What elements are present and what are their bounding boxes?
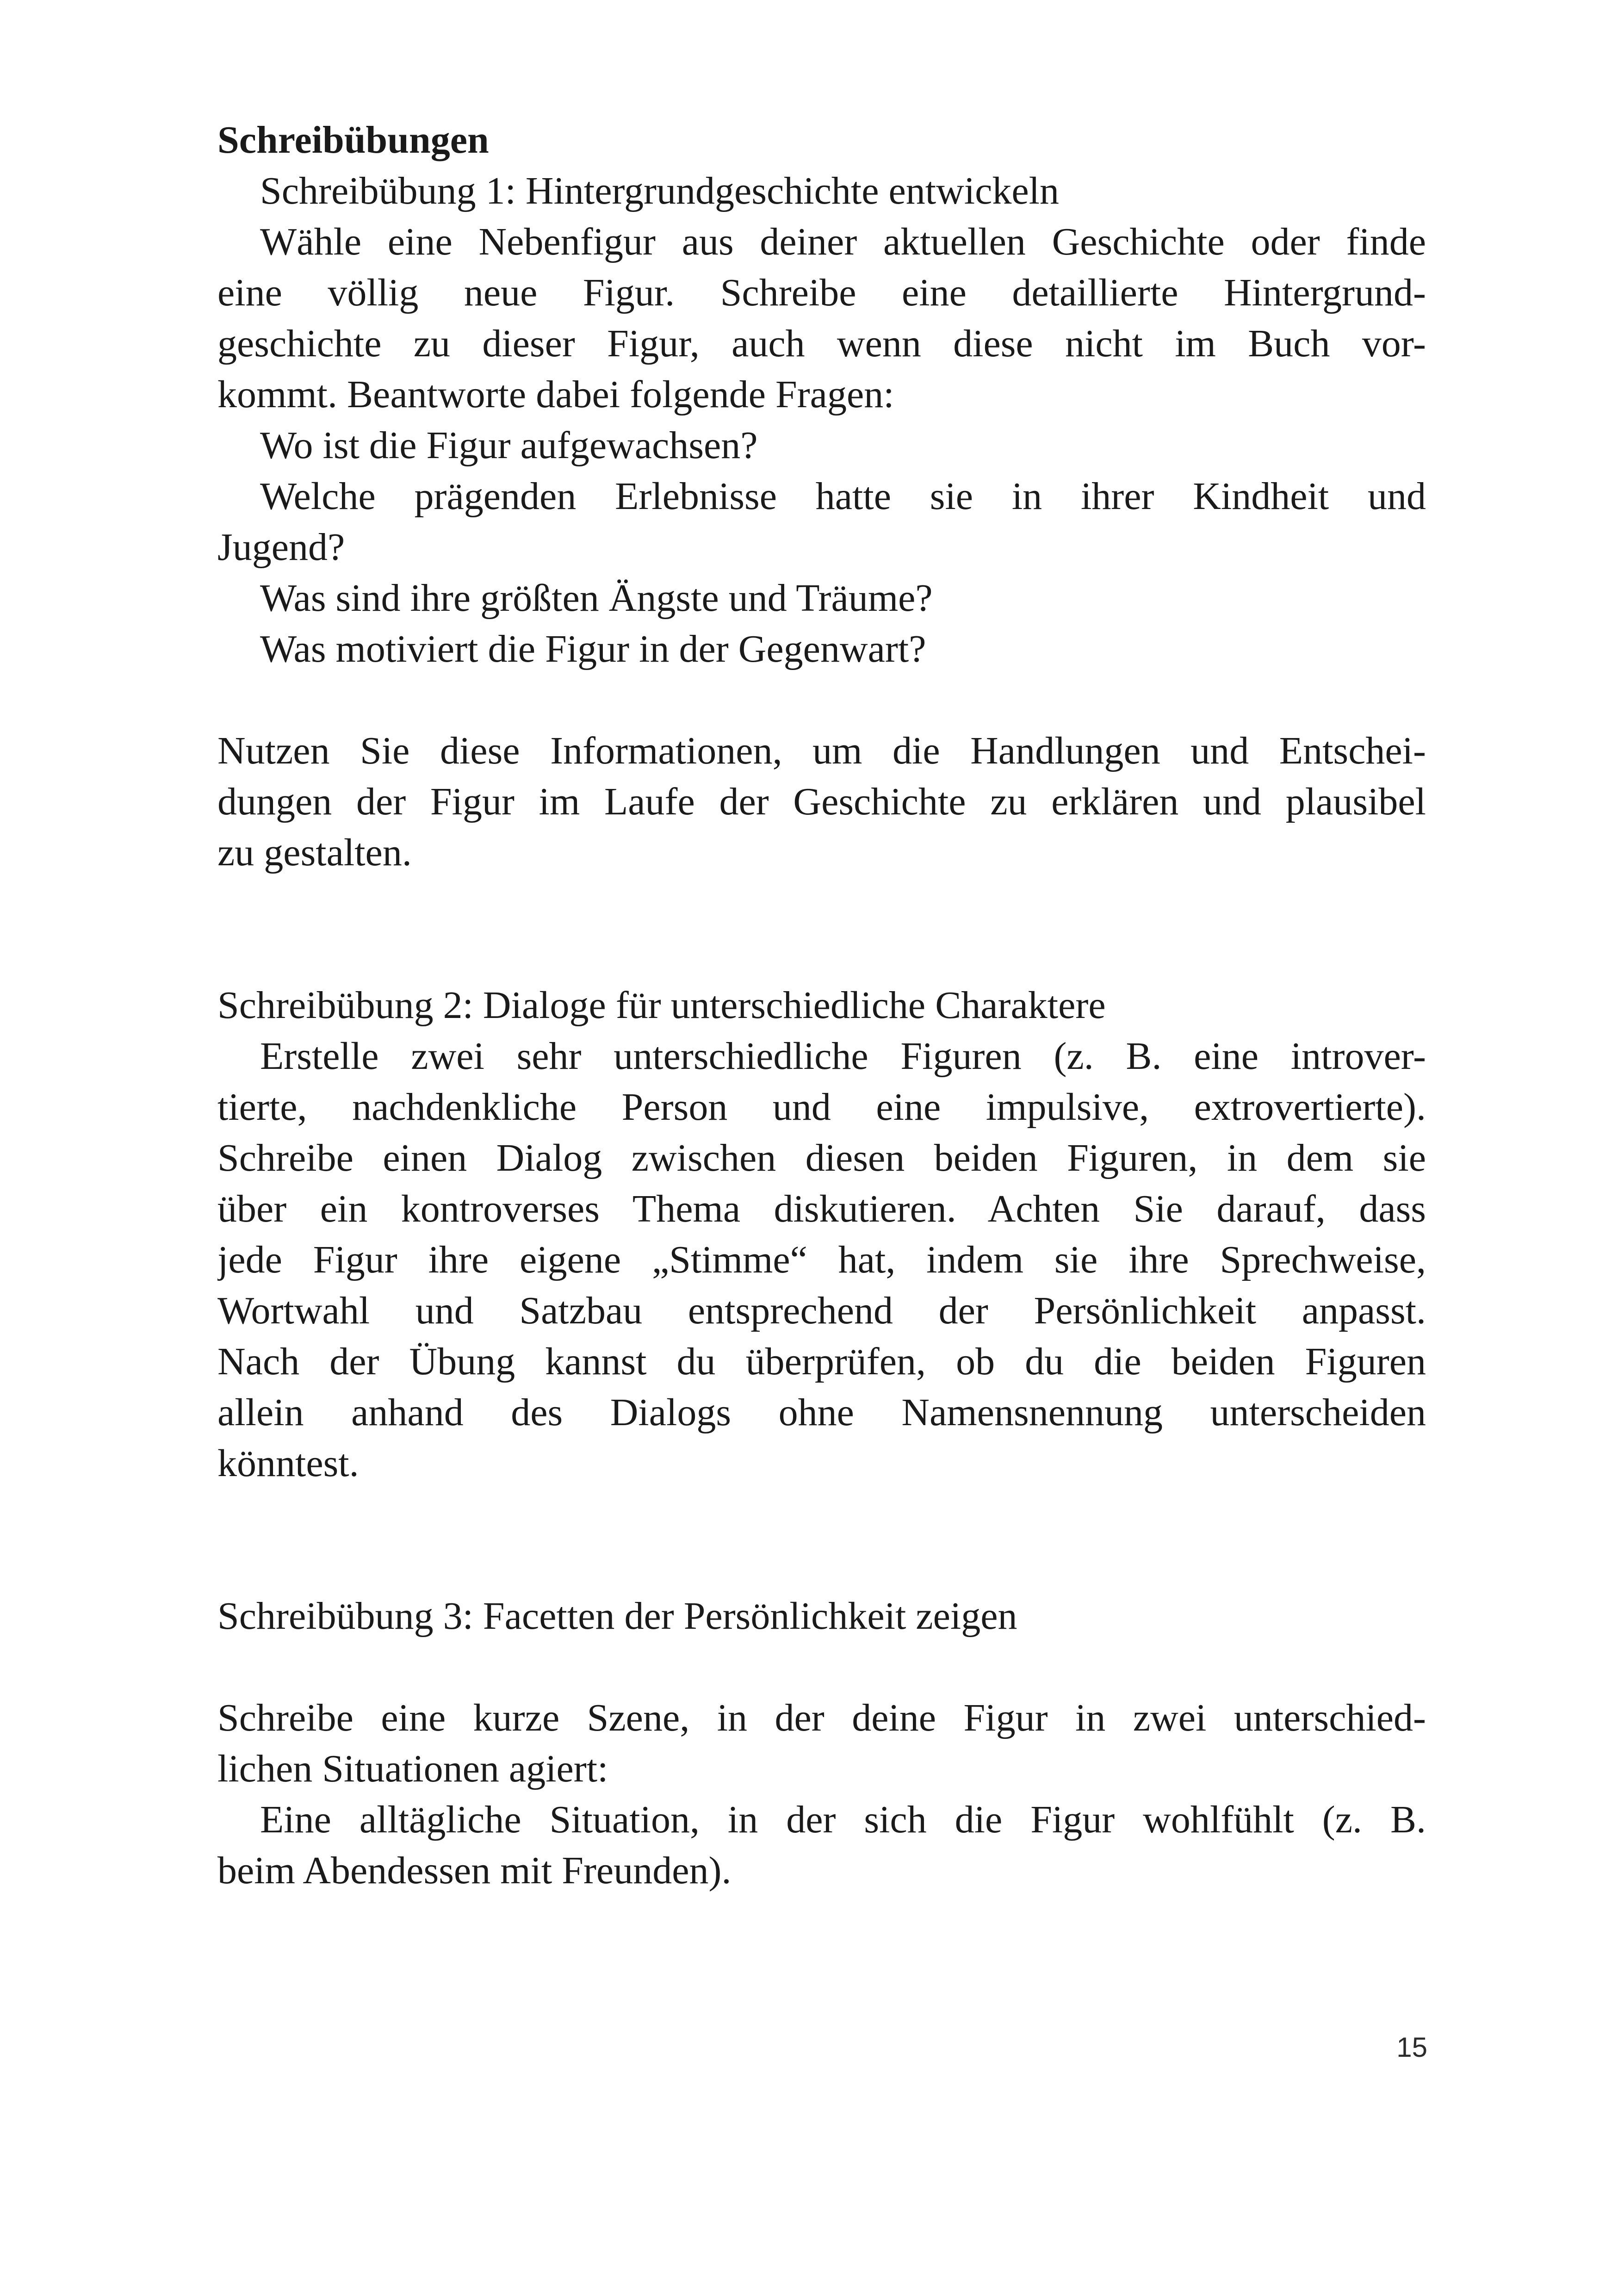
exercise-1-question-4 [217, 624, 1426, 675]
text-line: Jugend? [217, 526, 345, 569]
text-line: allein anhand des Dialogs ohne Namensnennung unterscheiden [217, 1391, 1426, 1434]
section-heading [217, 115, 1426, 166]
exercise-1-question-2 [217, 471, 1426, 573]
exercise-1-question-1 [217, 420, 1426, 471]
text-line: tierte, nachdenkliche Person und eine impulsive, extrovertierte). [217, 1086, 1426, 1129]
text-line: Erstelle zwei sehr unterschiedliche Figuren (z. B. eine introver- [260, 1035, 1426, 1078]
text-blocks [217, 115, 1426, 1896]
text-line: lichen Situationen agiert: [217, 1747, 608, 1790]
text-line: Wortwahl und Satzbau entsprechend der Persönlichkeit anpasst. [217, 1289, 1426, 1332]
exercise-1-question-3 [217, 573, 1426, 624]
text-line: Wähle eine Nebenfigur aus deiner aktuellen Geschichte oder finde [260, 220, 1426, 263]
text-line: Nutzen Sie diese Informationen, um die Handlungen und Entschei- [217, 729, 1426, 772]
text-line: Wo ist die Figur aufgewachsen? [260, 424, 758, 467]
text-line: Was sind ihre größten Ängste und Träume? [260, 577, 933, 620]
text-line: Schreibübung 3: Facetten der Persönlichkeit zeigen [217, 1595, 1017, 1638]
exercise-1-title [217, 166, 1426, 217]
exercise-3-item [217, 1794, 1426, 1896]
text-line: dungen der Figur im Laufe der Geschichte zu erklären und plausibel [217, 780, 1426, 823]
text-line: Schreibübungen [217, 118, 489, 161]
text-line: kommt. Beantworte dabei folgende Fragen: [217, 373, 894, 416]
page-number: 15 [1396, 2032, 1427, 2063]
text-line: beim Abendessen mit Freunden). [217, 1849, 732, 1892]
text-line: geschichte zu dieser Figur, auch wenn diese nicht im Buch vor- [217, 322, 1426, 365]
text-line: Schreibe einen Dialog zwischen diesen beiden Figuren, in dem sie [217, 1136, 1426, 1179]
text-line: Schreibe eine kurze Szene, in der deine Figur in zwei unterschied- [217, 1696, 1426, 1739]
text-line: Eine alltägliche Situation, in der sich die Figur wohlfühlt (z. B. [260, 1798, 1426, 1841]
text-line: Nach der Übung kannst du überprüfen, ob du die beiden Figuren [217, 1340, 1426, 1383]
text-line: über ein kontroverses Thema diskutieren. Achten Sie darauf, dass [217, 1187, 1426, 1230]
exercise-1-intro [217, 217, 1426, 420]
text-line: jede Figur ihre eigene „Stimme“ hat, indem sie ihre Sprechweise, [217, 1238, 1426, 1281]
text-line: Schreibübung 1: Hintergrundgeschichte entwickeln [260, 169, 1060, 212]
text-line: Schreibübung 2: Dialoge für unterschiedliche Charaktere [217, 984, 1106, 1027]
text-line: könntest. [217, 1442, 359, 1485]
text-line: zu gestalten. [217, 831, 412, 874]
text-line: eine völlig neue Figur. Schreibe eine detaillierte Hintergrund- [217, 271, 1426, 314]
exercise-2-title [217, 980, 1426, 1031]
exercise-1-note [217, 726, 1426, 878]
exercise-3-intro [217, 1693, 1426, 1794]
text-line: Welche prägenden Erlebnisse hatte sie in ihrer Kindheit und [260, 475, 1426, 518]
text-line: Was motiviert die Figur in der Gegenwart? [260, 627, 926, 670]
exercise-2-body [217, 1031, 1426, 1489]
exercise-3-title [217, 1591, 1426, 1642]
